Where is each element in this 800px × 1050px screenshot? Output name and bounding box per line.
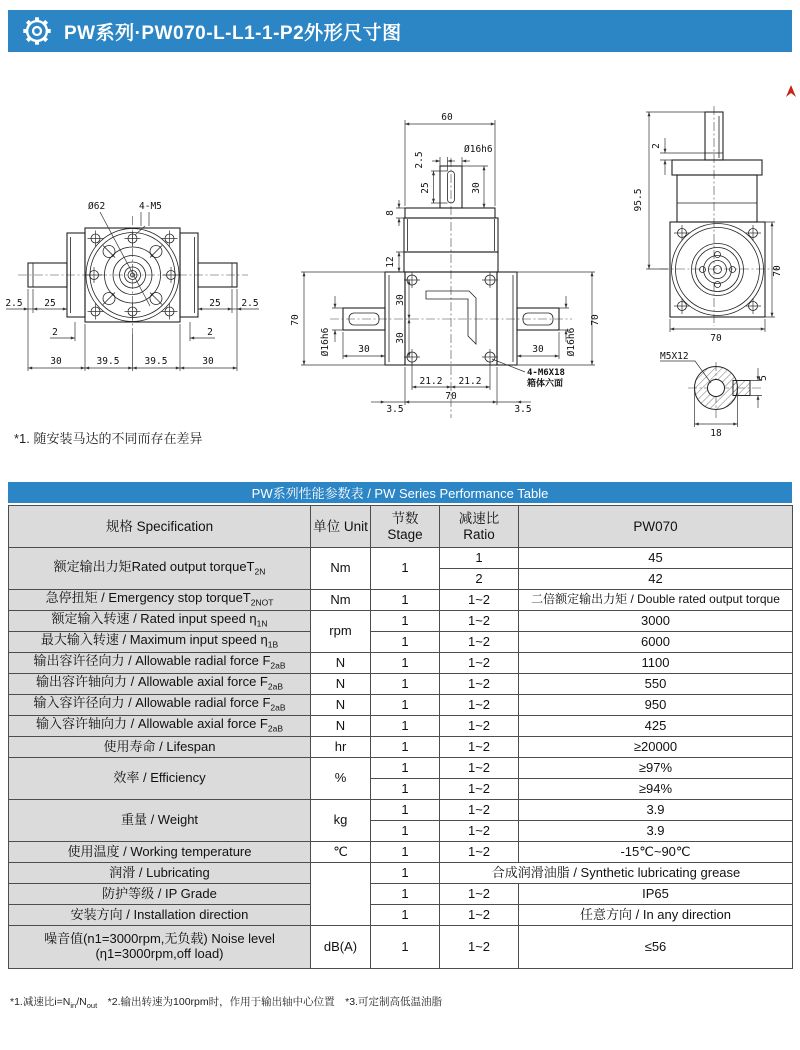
- unit-cell: N: [311, 695, 371, 716]
- spec-cell: 输入容许轴向力 / Allowable axial force $F_{2aB}$: [9, 716, 311, 737]
- col-ratio: 减速比 Ratio: [440, 506, 519, 548]
- side-view-drawing: [633, 106, 783, 439]
- dim-label: Ø62: [88, 201, 106, 212]
- value-cell: 6000: [519, 632, 793, 653]
- dim-label: 8: [385, 210, 396, 216]
- dim-label: 30: [532, 344, 544, 355]
- stage-cell: 1: [371, 674, 440, 695]
- footnotes: *1.减速比$i=N_{in}/N_{out}$ *2.输出转速为100rpm时，作用于输出轴中心位置 *3.可定制高低温油脂: [10, 996, 442, 1011]
- ratio-cell: 1~2: [440, 905, 519, 926]
- row-rated-speed: [9, 611, 793, 632]
- dim-label: 30: [471, 182, 482, 194]
- unit-cell: rpm: [311, 611, 371, 653]
- spec-cell: 输入容许径向力 / Allowable radial force $F_{2aB}$: [9, 695, 311, 716]
- dim-label: 30: [395, 332, 406, 344]
- dim-label: 25: [44, 298, 56, 309]
- page-header-bar: [8, 10, 792, 52]
- dim-label: 21.2: [458, 376, 482, 387]
- dim-label: 5: [758, 375, 769, 381]
- row-lubricating: [9, 863, 793, 884]
- dim-label: 25: [420, 182, 431, 194]
- unit-cell: %: [311, 758, 371, 800]
- dim-label: 30: [50, 356, 62, 367]
- dim-label: 21.2: [419, 376, 443, 387]
- stage-cell: 1: [371, 884, 440, 905]
- spec-cell: 安装方向 / Installation direction: [9, 905, 311, 926]
- ratio-cell: 1~2: [440, 884, 519, 905]
- dim-label: 60: [441, 112, 453, 123]
- value-cell: 550: [519, 674, 793, 695]
- page-title: PW系列·PW070-L-L1-1-P2外形尺寸图: [64, 22, 402, 44]
- value-cell: ≤56: [519, 926, 793, 969]
- main-view-drawing: [290, 112, 601, 418]
- table-header-row: [9, 506, 793, 548]
- spec-cell: 输出容许径向力 / Allowable radial force $F_{2aB}$: [9, 653, 311, 674]
- unit-cell: hr: [311, 737, 371, 758]
- dim-label: 4-M5: [139, 201, 162, 212]
- dim-label: 70: [772, 265, 783, 277]
- callout-label: 4-M6X18: [527, 368, 565, 378]
- value-cell: 1100: [519, 653, 793, 674]
- value-cell: 3.9: [519, 800, 793, 821]
- row-radial-in: [9, 695, 793, 716]
- dimension-drawings: [0, 100, 800, 460]
- value-cell: ≥20000: [519, 737, 793, 758]
- ratio-cell: 1~2: [440, 821, 519, 842]
- spec-cell: 润滑 / Lubricating: [9, 863, 311, 884]
- corner-red-mark: [785, 84, 797, 98]
- value-cell: 45: [519, 548, 793, 569]
- spec-cell: 重量 / Weight: [9, 800, 311, 842]
- ratio-cell: 1~2: [440, 695, 519, 716]
- value-cell: IP65: [519, 884, 793, 905]
- stage-cell: 1: [371, 611, 440, 632]
- row-efficiency: [9, 758, 793, 779]
- ratio-cell: 1~2: [440, 632, 519, 653]
- col-model: PW070: [519, 506, 793, 548]
- col-unit: 单位 Unit: [311, 506, 371, 548]
- row-weight: [9, 800, 793, 821]
- stage-cell: 1: [371, 590, 440, 611]
- value-cell: 42: [519, 569, 793, 590]
- ratio-cell: 1~2: [440, 926, 519, 969]
- unit-cell: [311, 863, 371, 926]
- dim-label: 2: [651, 143, 662, 149]
- col-stage: 节数 Stage: [371, 506, 440, 548]
- dim-label: 30: [358, 344, 370, 355]
- ratio-cell: 1~2: [440, 800, 519, 821]
- stage-cell: 1: [371, 842, 440, 863]
- unit-cell: N: [311, 716, 371, 737]
- stage-cell: 1: [371, 926, 440, 969]
- front-view-drawing: [5, 201, 259, 371]
- ratio-cell: 1~2: [440, 779, 519, 800]
- value-cell: 任意方向 / In any direction: [519, 905, 793, 926]
- spec-cell: 使用寿命 / Lifespan: [9, 737, 311, 758]
- col-spec: 规格 Specification: [9, 506, 311, 548]
- row-noise: [9, 926, 793, 969]
- unit-cell: N: [311, 653, 371, 674]
- value-cell: 425: [519, 716, 793, 737]
- unit-cell: Nm: [311, 548, 371, 590]
- row-temperature: [9, 842, 793, 863]
- dim-label: 2: [52, 327, 58, 338]
- dim-label: 95.5: [633, 188, 644, 212]
- drawing-note: *1. 随安装马达的不同而存在差异: [14, 431, 203, 446]
- dim-label: 2.5: [241, 298, 259, 309]
- value-cell: 3000: [519, 611, 793, 632]
- dim-label: 3.5: [386, 404, 404, 415]
- unit-cell: ℃: [311, 842, 371, 863]
- stage-cell: 1: [371, 863, 440, 884]
- callout-label: 箱体六面: [527, 379, 564, 389]
- dim-label: 70: [290, 314, 301, 326]
- dim-label: 70: [590, 314, 601, 326]
- dim-label: 12: [385, 256, 396, 268]
- stage-cell: 1: [371, 548, 440, 590]
- row-rated-torque: [9, 548, 793, 569]
- ratio-cell: 1: [440, 548, 519, 569]
- dim-label: 18: [710, 428, 722, 439]
- stage-cell: 1: [371, 632, 440, 653]
- ratio-cell: 1~2: [440, 674, 519, 695]
- row-ip-grade: [9, 884, 793, 905]
- spec-cell: 噪音值(n1=3000rpm,无负载) Noise level (η1=3000rpm,off load): [9, 926, 311, 969]
- value-cell: 3.9: [519, 821, 793, 842]
- spec-cell: 效率 / Efficiency: [9, 758, 311, 800]
- dim-label: Ø16h6: [320, 327, 331, 357]
- ratio-cell: 1~2: [440, 842, 519, 863]
- row-radial-out: [9, 653, 793, 674]
- stage-cell: 1: [371, 716, 440, 737]
- ratio-cell: 1~2: [440, 758, 519, 779]
- unit-cell: N: [311, 674, 371, 695]
- stage-cell: 1: [371, 737, 440, 758]
- dim-label: 70: [710, 333, 722, 344]
- stage-cell: 1: [371, 821, 440, 842]
- ratio-cell: 1~2: [440, 737, 519, 758]
- spec-cell: 额定输出力矩Rated output torqueT$_{2N}$: [9, 548, 311, 590]
- ratio-cell: 1~2: [440, 590, 519, 611]
- dim-label: 70: [445, 391, 457, 402]
- stage-cell: 1: [371, 779, 440, 800]
- row-axial-out: [9, 674, 793, 695]
- value-cell: 二倍额定输出力矩 / Double rated output torque: [519, 590, 793, 611]
- dim-label: 30: [395, 294, 406, 306]
- ratio-cell: 1~2: [440, 653, 519, 674]
- value-cell: 950: [519, 695, 793, 716]
- dim-label: 2: [207, 327, 213, 338]
- dim-label: 39.5: [96, 356, 120, 367]
- unit-cell: Nm: [311, 590, 371, 611]
- row-axial-in: [9, 716, 793, 737]
- performance-table: [8, 505, 793, 969]
- row-estop: [9, 590, 793, 611]
- spec-cell: 额定输入转速 / Rated input speed $\eta_{1N}$: [9, 611, 311, 632]
- ratio-cell: 1~2: [440, 611, 519, 632]
- dim-label: 25: [209, 298, 221, 309]
- stage-cell: 1: [371, 653, 440, 674]
- dim-label: 30: [202, 356, 214, 367]
- spec-cell: 输出容许轴向力 / Allowable axial force $F_{2aB}$: [9, 674, 311, 695]
- value-cell: ≥94%: [519, 779, 793, 800]
- dim-label: Ø16h6: [464, 144, 493, 155]
- stage-cell: 1: [371, 905, 440, 926]
- row-max-speed: [9, 632, 793, 653]
- row-install-direction: [9, 905, 793, 926]
- spec-cell: 防护等级 / IP Grade: [9, 884, 311, 905]
- unit-cell: dB(A): [311, 926, 371, 969]
- dim-label: 39.5: [144, 356, 168, 367]
- dim-label: 2.5: [5, 298, 23, 309]
- unit-cell: kg: [311, 800, 371, 842]
- stage-cell: 1: [371, 800, 440, 821]
- value-cell: 合成润滑油脂 / Synthetic lubricating grease: [440, 863, 793, 884]
- spec-cell: 急停扭矩 / Emergency stop torqueT$_{2NOT}$: [9, 590, 311, 611]
- spec-cell: 最大输入转速 / Maximum input speed $\eta_{1B}$: [9, 632, 311, 653]
- gear-icon: [20, 14, 54, 48]
- value-cell: -15℃~90℃: [519, 842, 793, 863]
- dim-label: 3.5: [514, 404, 532, 415]
- table-title: PW系列性能参数表 / PW Series Performance Table: [8, 482, 792, 503]
- stage-cell: 1: [371, 758, 440, 779]
- stage-cell: 1: [371, 695, 440, 716]
- row-lifespan: [9, 737, 793, 758]
- dim-label: 2.5: [414, 151, 425, 169]
- ratio-cell: 1~2: [440, 716, 519, 737]
- ratio-cell: 2: [440, 569, 519, 590]
- dim-label: Ø16h6: [566, 327, 577, 357]
- value-cell: ≥97%: [519, 758, 793, 779]
- spec-cell: 使用温度 / Working temperature: [9, 842, 311, 863]
- performance-table-section: [8, 482, 792, 969]
- dim-label: M5X12: [660, 351, 689, 362]
